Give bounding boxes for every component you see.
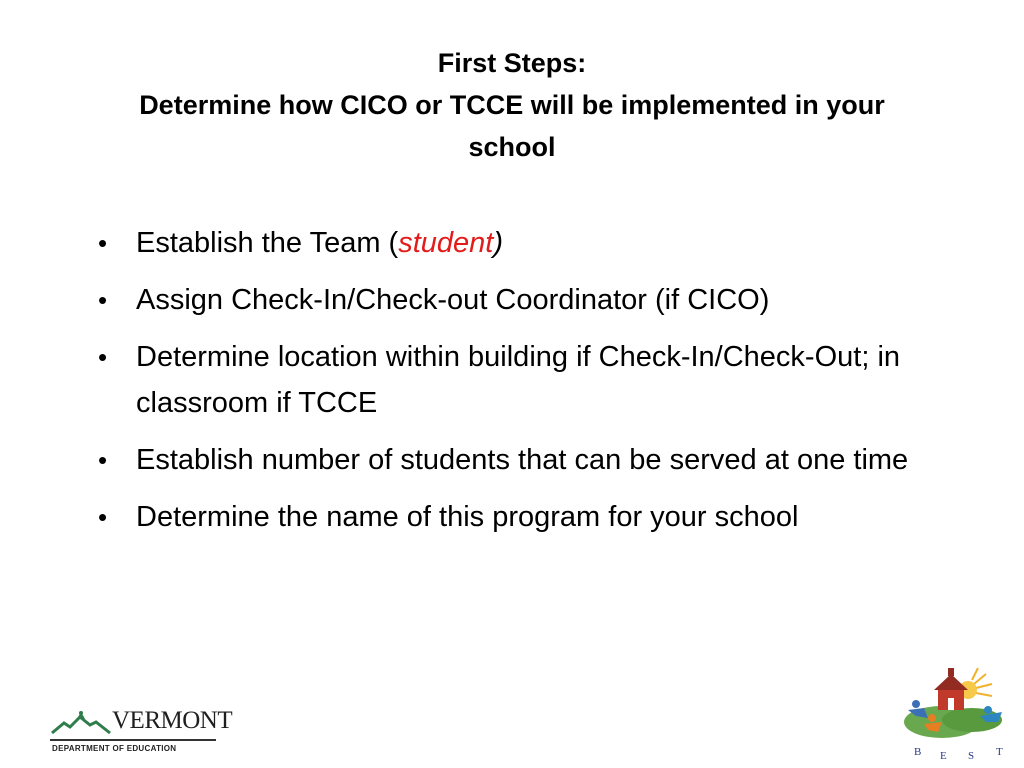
- best-letter: S: [968, 750, 977, 762]
- bullet-item: [96, 334, 936, 426]
- bullet-item: [96, 277, 936, 323]
- bullet-list: [96, 220, 936, 551]
- best-letter: T: [996, 746, 1005, 758]
- bullet-text-end: ): [493, 227, 504, 259]
- best-logo: [902, 660, 1014, 764]
- logo-divider: [50, 739, 216, 741]
- bullet-text: Determine location within building if Check-In/Check-Out; in classroom if TCCE: [136, 341, 901, 419]
- best-letters: [912, 740, 1012, 762]
- bullet-emphasis: student: [398, 227, 494, 259]
- bullet-dot-icon: •: [98, 445, 108, 475]
- bullet-item: [96, 220, 936, 266]
- title-line-1: First Steps:: [437, 48, 587, 78]
- best-letter: E: [940, 750, 949, 762]
- title-line-3: school: [468, 132, 556, 162]
- vermont-logo-department: DEPARTMENT OF EDUCATION: [52, 744, 177, 753]
- bullet-item: [96, 494, 936, 540]
- bullet-text: Assign Check-In/Check-out Coordinator (if CICO): [136, 284, 770, 316]
- vermont-doe-logo: [50, 705, 233, 757]
- bullet-dot-icon: •: [98, 228, 108, 258]
- bullet-dot-icon: •: [98, 285, 108, 315]
- bullet-dot-icon: •: [98, 502, 108, 532]
- mountain-icon: [50, 709, 112, 737]
- bullet-text: Establish the Team (: [136, 227, 399, 259]
- vermont-logo-name: VERMONT: [112, 707, 233, 734]
- bullet-dot-icon: •: [98, 342, 108, 372]
- best-letter: B: [914, 746, 924, 758]
- slide-title: [40, 42, 984, 168]
- schoolhouse-icon: [902, 660, 1014, 740]
- title-line-2: Determine how CICO or TCCE will be implemented in your: [139, 90, 885, 120]
- bullet-item: [96, 437, 936, 483]
- bullet-text: Determine the name of this program for your school: [136, 501, 799, 533]
- bullet-text: Establish number of students that can be served at one time: [136, 444, 909, 476]
